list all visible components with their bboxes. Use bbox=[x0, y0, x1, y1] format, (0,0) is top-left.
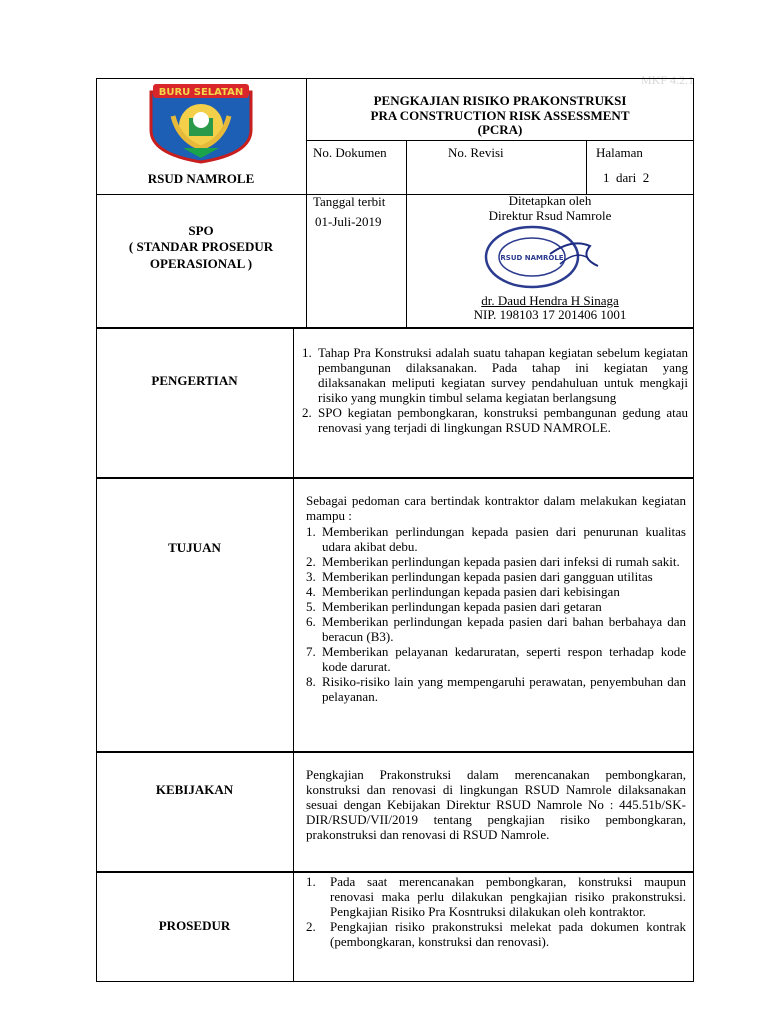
list-item: 2. SPO kegiatan pembongkaran, konstruksi pembangunan gedung atau renovasi yang terjadi di lingkungan RSUD NAMROLE. bbox=[302, 405, 688, 435]
list-item: 3. Memberikan perlindungan kepada pasien dari gangguan utilitas bbox=[306, 569, 653, 584]
kebijakan-text: Pengkajian Prakonstruksi dalam merencanakan pembongkaran, konstruksi dan renovasi di lingkungan RSUD Namrole dilaksanakan sesuai dengan Kebijakan Direktur RSUD Namrole No : 445.51b/SK-DIR/RSUD/VII/2019 tentang pengkajian risiko pembongkaran, prakonstruksi dan renovasi di RSUD Namrole. bbox=[306, 767, 686, 842]
stamp-center-text: RSUD NAMROLE bbox=[500, 254, 564, 262]
list-item: 2. Memberikan perlindungan kepada pasien dari infeksi di rumah sakit. bbox=[306, 554, 680, 569]
ditetapkan-value: Direktur Rsud Namrole bbox=[488, 208, 612, 223]
list-item: 1. Pada saat merencanakan pembongkaran, konstruksi maupun renovasi maka perlu dilakukan pengkajian risiko prakonstruksi. Pengkajian Risiko Pra Kosntruksi dilakukan oleh kontraktor. bbox=[306, 874, 686, 919]
list-item: 1. Tahap Pra Konstruksi adalah suatu tahapan kegiatan sebelum kegiatan pembangunan dilaksanakan. Pada tahap ini kegiatan yang dilaksanakan meliputi kegiatan survey pendahuluan untuk mengkaji risiko yang mungkin timbul selama kegiatan berlangsung bbox=[302, 345, 688, 405]
tujuan-list bbox=[306, 524, 686, 704]
signer-name: dr. Daud Hendra H Sinaga bbox=[481, 293, 619, 308]
ditetapkan-label: Ditetapkan oleh bbox=[508, 193, 592, 208]
kebijakan-label: KEBIJAKAN bbox=[155, 782, 234, 797]
halaman-label: Halaman bbox=[596, 145, 643, 160]
spo-line-1: SPO bbox=[188, 223, 214, 238]
tujuan-label: TUJUAN bbox=[168, 540, 221, 555]
title-line-3: (PCRA) bbox=[477, 122, 523, 137]
stamp-icon bbox=[480, 224, 610, 290]
prosedur-divider bbox=[293, 872, 294, 982]
tujuan-intro: Sebagai pedoman cara bertindak kontraktor dalam melakukan kegiatan mampu : bbox=[306, 493, 686, 523]
hospital-name: RSUD NAMROLE bbox=[147, 171, 255, 186]
document-code: MKF 4.2.1 bbox=[640, 73, 694, 87]
spo-line-3: OPERASIONAL ) bbox=[149, 256, 253, 271]
title-line-2: PRA CONSTRUCTION RISK ASSESSMENT bbox=[370, 108, 630, 123]
logo-top-text: BURU SELATAN bbox=[158, 87, 244, 98]
no-dokumen-label: No. Dokumen bbox=[313, 145, 387, 160]
prosedur-list bbox=[306, 874, 686, 949]
list-item: 6. Memberikan perlindungan kepada pasien dari bahan berbahaya dan beracun (B3). bbox=[306, 614, 686, 644]
kebijakan-divider bbox=[293, 752, 294, 872]
list-item: 5. Memberikan perlindungan kepada pasien dari getaran bbox=[306, 599, 602, 614]
signer-nip: NIP. 198103 17 201406 1001 bbox=[473, 307, 627, 322]
title-line-1: PENGKAJIAN RISIKO PRAKONSTRUKSI bbox=[373, 93, 627, 108]
no-revisi-label: No. Revisi bbox=[448, 145, 504, 160]
tanggal-value: 01-Juli-2019 bbox=[315, 214, 382, 229]
title-divider bbox=[306, 140, 694, 141]
prosedur-label: PROSEDUR bbox=[158, 918, 231, 933]
halaman-value: 1 dari 2 bbox=[603, 170, 650, 185]
list-item: 7. Memberikan pelayanan kedaruratan, seperti respon terhadap kode kode darurat. bbox=[306, 644, 686, 674]
list-item: 1. Memberikan perlindungan kepada pasien dari penurunan kualitas udara akibat debu. bbox=[306, 524, 686, 554]
meta-divider-2 bbox=[586, 140, 587, 195]
list-item: 4. Memberikan perlindungan kepada pasien dari kebisingan bbox=[306, 584, 620, 599]
tujuan-divider bbox=[293, 478, 294, 752]
spo-line-2: ( STANDAR PROSEDUR bbox=[128, 239, 274, 254]
pengertian-divider bbox=[293, 328, 294, 478]
shield-logo-icon bbox=[143, 82, 259, 164]
hospital-logo bbox=[143, 82, 259, 164]
tanggal-label: Tanggal terbit bbox=[313, 194, 386, 209]
official-stamp bbox=[480, 224, 610, 290]
list-item: 8. Risiko-risiko lain yang mempengaruhi perawatan, penyembuhan dan pelayanan. bbox=[306, 674, 686, 704]
pengertian-list bbox=[302, 345, 688, 435]
pengertian-label: PENGERTIAN bbox=[151, 373, 238, 388]
list-item: 2. Pengkajian risiko prakonstruksi melekat pada dokumen kontrak (pembongkaran, konstruksi dan renovasi). bbox=[306, 919, 686, 949]
